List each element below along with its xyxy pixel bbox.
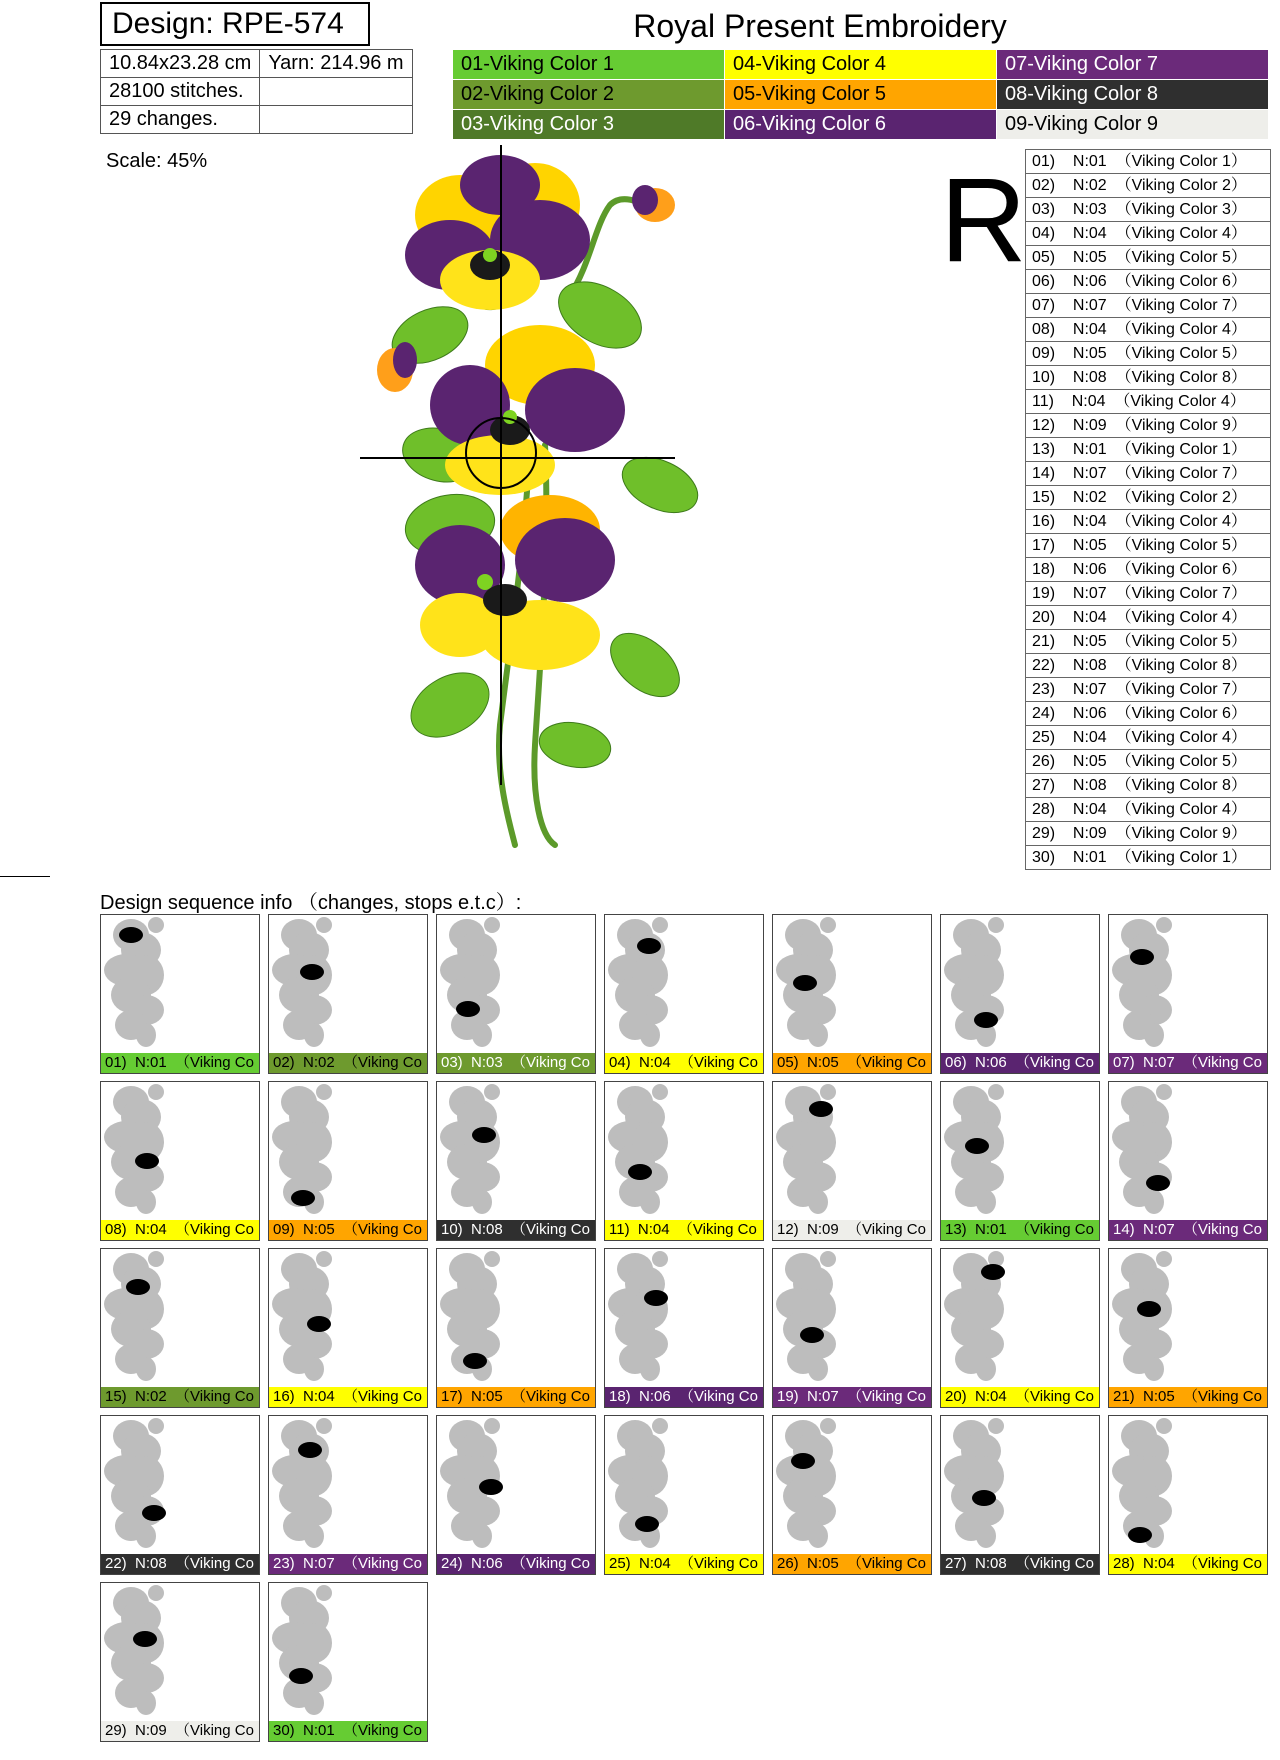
thumbnail-silhouette <box>1109 915 1268 1055</box>
pansy-flower-middle <box>430 325 625 495</box>
sequence-row <box>1026 438 1271 462</box>
thumbnail-label: 18) N:06 （Viking Co <box>605 1387 763 1407</box>
thumbnail-silhouette <box>101 1082 260 1222</box>
divider-mark <box>0 876 50 877</box>
sequence-thumbnail <box>604 1081 764 1241</box>
sequence-row <box>1026 462 1271 486</box>
sequence-row <box>1026 558 1271 582</box>
sequence-row <box>1026 630 1271 654</box>
thumbnail-label: 01) N:01 （Viking Co <box>101 1053 259 1073</box>
sequence-row-text: 26) N:05 （Viking Color 5） <box>1026 750 1271 774</box>
sequence-thumbnail <box>940 914 1100 1074</box>
reference-letter: R <box>940 153 1027 287</box>
design-id-box <box>100 2 370 46</box>
thumbnail-silhouette <box>941 1416 1100 1556</box>
pansy-flower-top <box>405 155 590 310</box>
sequence-row-text: 20) N:04 （Viking Color 4） <box>1026 606 1271 630</box>
thumbnail-silhouette <box>1109 1082 1268 1222</box>
thumbnail-label: 27) N:08 （Viking Co <box>941 1554 1099 1574</box>
sequence-thumbnail <box>268 1415 428 1575</box>
sequence-thumbnail <box>100 1248 260 1408</box>
sequence-thumbnail <box>604 1248 764 1408</box>
sequence-row-text: 23) N:07 （Viking Color 7） <box>1026 678 1271 702</box>
sequence-thumbnail <box>100 1582 260 1742</box>
design-size: 10.84x23.28 cm <box>101 50 260 78</box>
thumbnail-label: 06) N:06 （Viking Co <box>941 1053 1099 1073</box>
sequence-thumbnail <box>268 914 428 1074</box>
scale-label: Scale: 45% <box>106 150 208 172</box>
sequence-row-text: 13) N:01 （Viking Color 1） <box>1026 438 1271 462</box>
thumbnail-silhouette <box>437 1082 596 1222</box>
sequence-thumbnail <box>940 1248 1100 1408</box>
sequence-row <box>1026 510 1271 534</box>
sequence-row-text: 22) N:08 （Viking Color 8） <box>1026 654 1271 678</box>
sequence-row-text: 06) N:06 （Viking Color 6） <box>1026 270 1271 294</box>
sequence-row-text: 19) N:07 （Viking Color 7） <box>1026 582 1271 606</box>
thumbnail-label: 02) N:02 （Viking Co <box>269 1053 427 1073</box>
thumbnail-label: 08) N:04 （Viking Co <box>101 1220 259 1240</box>
thumbnail-label: 30) N:01 （Viking Co <box>269 1721 427 1741</box>
sequence-thumbnail <box>772 1415 932 1575</box>
sequence-thumbnail <box>772 1081 932 1241</box>
color-swatch: 07-Viking Color 7 <box>997 50 1269 80</box>
stitch-count: 28100 stitches. <box>101 78 260 106</box>
sequence-row-text: 04) N:04 （Viking Color 4） <box>1026 222 1271 246</box>
yarn-length: Yarn: 214.96 m <box>260 50 412 78</box>
color-swatch: 08-Viking Color 8 <box>997 80 1269 110</box>
change-count: 29 changes. <box>101 106 260 134</box>
sequence-row-text: 17) N:05 （Viking Color 5） <box>1026 534 1271 558</box>
thread-color-table <box>452 49 1269 140</box>
sequence-thumbnail <box>772 1248 932 1408</box>
thumbnail-label: 10) N:08 （Viking Co <box>437 1220 595 1240</box>
thumbnail-silhouette <box>437 915 596 1055</box>
sequence-thumbnail <box>268 1081 428 1241</box>
thumbnail-label: 12) N:09 （Viking Co <box>773 1220 931 1240</box>
thumbnail-label: 11) N:04 （Viking Co <box>605 1220 763 1240</box>
sequence-row-text: 25) N:04 （Viking Color 4） <box>1026 726 1271 750</box>
color-swatch: 01-Viking Color 1 <box>453 50 725 80</box>
thumbnail-silhouette <box>773 1416 932 1556</box>
color-swatch: 04-Viking Color 4 <box>725 50 997 80</box>
sequence-row <box>1026 414 1271 438</box>
sequence-thumbnail <box>436 914 596 1074</box>
sequence-row <box>1026 846 1271 870</box>
thumbnail-silhouette <box>1109 1249 1268 1389</box>
sequence-row <box>1026 198 1271 222</box>
sequence-row-text: 12) N:09 （Viking Color 9） <box>1026 414 1271 438</box>
thumbnail-silhouette <box>941 1249 1100 1389</box>
thumbnail-silhouette <box>605 915 764 1055</box>
sequence-title: Design sequence info （changes, stops e.t.c）: <box>100 892 522 914</box>
sequence-row-text: 08) N:04 （Viking Color 4） <box>1026 318 1271 342</box>
thumbnail-label: 05) N:05 （Viking Co <box>773 1053 931 1073</box>
thumbnail-silhouette <box>437 1416 596 1556</box>
sequence-row <box>1026 726 1271 750</box>
thumbnail-label: 14) N:07 （Viking Co <box>1109 1220 1267 1240</box>
sequence-row-text: 29) N:09 （Viking Color 9） <box>1026 822 1271 846</box>
color-swatch: 09-Viking Color 9 <box>997 110 1269 140</box>
thumbnail-label: 21) N:05 （Viking Co <box>1109 1387 1267 1407</box>
sequence-row-text: 28) N:04 （Viking Color 4） <box>1026 798 1271 822</box>
color-swatch: 02-Viking Color 2 <box>453 80 725 110</box>
sequence-row <box>1026 702 1271 726</box>
design-id: Design: RPE-574 <box>112 7 344 40</box>
thumbnail-silhouette <box>101 915 260 1055</box>
thumbnail-silhouette <box>101 1249 260 1389</box>
thumbnail-label: 03) N:03 （Viking Co <box>437 1053 595 1073</box>
sequence-thumbnail <box>604 1415 764 1575</box>
sequence-row-text: 09) N:05 （Viking Color 5） <box>1026 342 1271 366</box>
thumbnail-label: 22) N:08 （Viking Co <box>101 1554 259 1574</box>
sequence-thumbnail <box>268 1582 428 1742</box>
thumbnail-silhouette <box>605 1249 764 1389</box>
thumbnail-silhouette <box>941 915 1100 1055</box>
color-swatch: 05-Viking Color 5 <box>725 80 997 110</box>
sequence-row <box>1026 174 1271 198</box>
thumbnail-silhouette <box>269 1249 428 1389</box>
thumbnail-label: 23) N:07 （Viking Co <box>269 1554 427 1574</box>
thumbnail-label: 25) N:04 （Viking Co <box>605 1554 763 1574</box>
thumbnail-label: 28) N:04 （Viking Co <box>1109 1554 1267 1574</box>
sequence-row-text: 24) N:06 （Viking Color 6） <box>1026 702 1271 726</box>
thumbnail-label: 16) N:04 （Viking Co <box>269 1387 427 1407</box>
thumbnail-label: 26) N:05 （Viking Co <box>773 1554 931 1574</box>
sequence-row <box>1026 222 1271 246</box>
thumbnail-label: 15) N:02 （Viking Co <box>101 1387 259 1407</box>
thumbnail-silhouette <box>773 1249 932 1389</box>
pansy-bud-right <box>632 185 675 222</box>
sequence-row <box>1026 390 1271 414</box>
thumbnail-label: 19) N:07 （Viking Co <box>773 1387 931 1407</box>
color-sequence-list <box>1025 149 1271 870</box>
color-swatch: 06-Viking Color 6 <box>725 110 997 140</box>
sequence-thumbnail <box>940 1415 1100 1575</box>
thumbnail-silhouette <box>101 1416 260 1556</box>
brand-title: Royal Present Embroidery <box>633 8 1007 44</box>
thumbnail-label: 20) N:04 （Viking Co <box>941 1387 1099 1407</box>
sequence-thumbnail <box>1108 914 1268 1074</box>
thumbnail-silhouette <box>437 1249 596 1389</box>
embroidery-design-preview <box>360 145 760 880</box>
thumbnail-silhouette <box>269 1082 428 1222</box>
thumbnail-label: 13) N:01 （Viking Co <box>941 1220 1099 1240</box>
thumbnail-label: 17) N:05 （Viking Co <box>437 1387 595 1407</box>
sequence-row-text: 11) N:04 （Viking Color 4） <box>1026 390 1271 414</box>
sequence-thumbnail <box>1108 1081 1268 1241</box>
sequence-thumbnail <box>772 914 932 1074</box>
sequence-row <box>1026 654 1271 678</box>
sequence-thumbnail <box>100 914 260 1074</box>
sequence-thumbnail <box>1108 1248 1268 1408</box>
sequence-row-text: 16) N:04 （Viking Color 4） <box>1026 510 1271 534</box>
sequence-row <box>1026 486 1271 510</box>
sequence-row-text: 14) N:07 （Viking Color 7） <box>1026 462 1271 486</box>
sequence-row-text: 30) N:01 （Viking Color 1） <box>1026 846 1271 870</box>
thumbnail-label: 09) N:05 （Viking Co <box>269 1220 427 1240</box>
sequence-row-text: 03) N:03 （Viking Color 3） <box>1026 198 1271 222</box>
sequence-thumbnail <box>940 1081 1100 1241</box>
sequence-thumbnail-grid <box>100 914 1268 1744</box>
thumbnail-silhouette <box>773 1082 932 1222</box>
thumbnail-label: 04) N:04 （Viking Co <box>605 1053 763 1073</box>
thumbnail-silhouette <box>605 1082 764 1222</box>
sequence-row <box>1026 750 1271 774</box>
thumbnail-silhouette <box>269 1583 428 1723</box>
sequence-row-text: 01) N:01 （Viking Color 1） <box>1026 150 1271 174</box>
design-info-table <box>100 49 413 134</box>
color-swatch: 03-Viking Color 3 <box>453 110 725 140</box>
thumbnail-label: 24) N:06 （Viking Co <box>437 1554 595 1574</box>
sequence-thumbnail <box>268 1248 428 1408</box>
sequence-row <box>1026 798 1271 822</box>
thumbnail-silhouette <box>605 1416 764 1556</box>
sequence-thumbnail <box>436 1248 596 1408</box>
sequence-thumbnail <box>436 1415 596 1575</box>
sequence-row <box>1026 150 1271 174</box>
sequence-row-text: 07) N:07 （Viking Color 7） <box>1026 294 1271 318</box>
sequence-thumbnail <box>436 1081 596 1241</box>
sequence-row-text: 10) N:08 （Viking Color 8） <box>1026 366 1271 390</box>
thumbnail-silhouette <box>269 1416 428 1556</box>
sequence-thumbnail <box>100 1415 260 1575</box>
sequence-row <box>1026 822 1271 846</box>
sequence-row-text: 27) N:08 （Viking Color 8） <box>1026 774 1271 798</box>
sequence-row-text: 15) N:02 （Viking Color 2） <box>1026 486 1271 510</box>
sequence-thumbnail <box>1108 1415 1268 1575</box>
sequence-row <box>1026 366 1271 390</box>
thumbnail-silhouette <box>101 1583 260 1723</box>
sequence-row <box>1026 342 1271 366</box>
sequence-row-text: 21) N:05 （Viking Color 5） <box>1026 630 1271 654</box>
sequence-row <box>1026 678 1271 702</box>
thumbnail-silhouette <box>1109 1416 1268 1556</box>
thumbnail-silhouette <box>773 915 932 1055</box>
sequence-row-text: 18) N:06 （Viking Color 6） <box>1026 558 1271 582</box>
thumbnail-label: 07) N:07 （Viking Co <box>1109 1053 1267 1073</box>
sequence-row <box>1026 534 1271 558</box>
sequence-row-text: 05) N:05 （Viking Color 5） <box>1026 246 1271 270</box>
sequence-row <box>1026 606 1271 630</box>
sequence-row <box>1026 294 1271 318</box>
thumbnail-label: 29) N:09 （Viking Co <box>101 1721 259 1741</box>
sequence-row <box>1026 270 1271 294</box>
sequence-row <box>1026 246 1271 270</box>
sequence-row <box>1026 582 1271 606</box>
thumbnail-silhouette <box>269 915 428 1055</box>
sequence-row <box>1026 774 1271 798</box>
sequence-row <box>1026 318 1271 342</box>
sequence-thumbnail <box>100 1081 260 1241</box>
sequence-thumbnail <box>604 914 764 1074</box>
sequence-row-text: 02) N:02 （Viking Color 2） <box>1026 174 1271 198</box>
thumbnail-silhouette <box>941 1082 1100 1222</box>
pansy-bud-left <box>377 342 417 392</box>
